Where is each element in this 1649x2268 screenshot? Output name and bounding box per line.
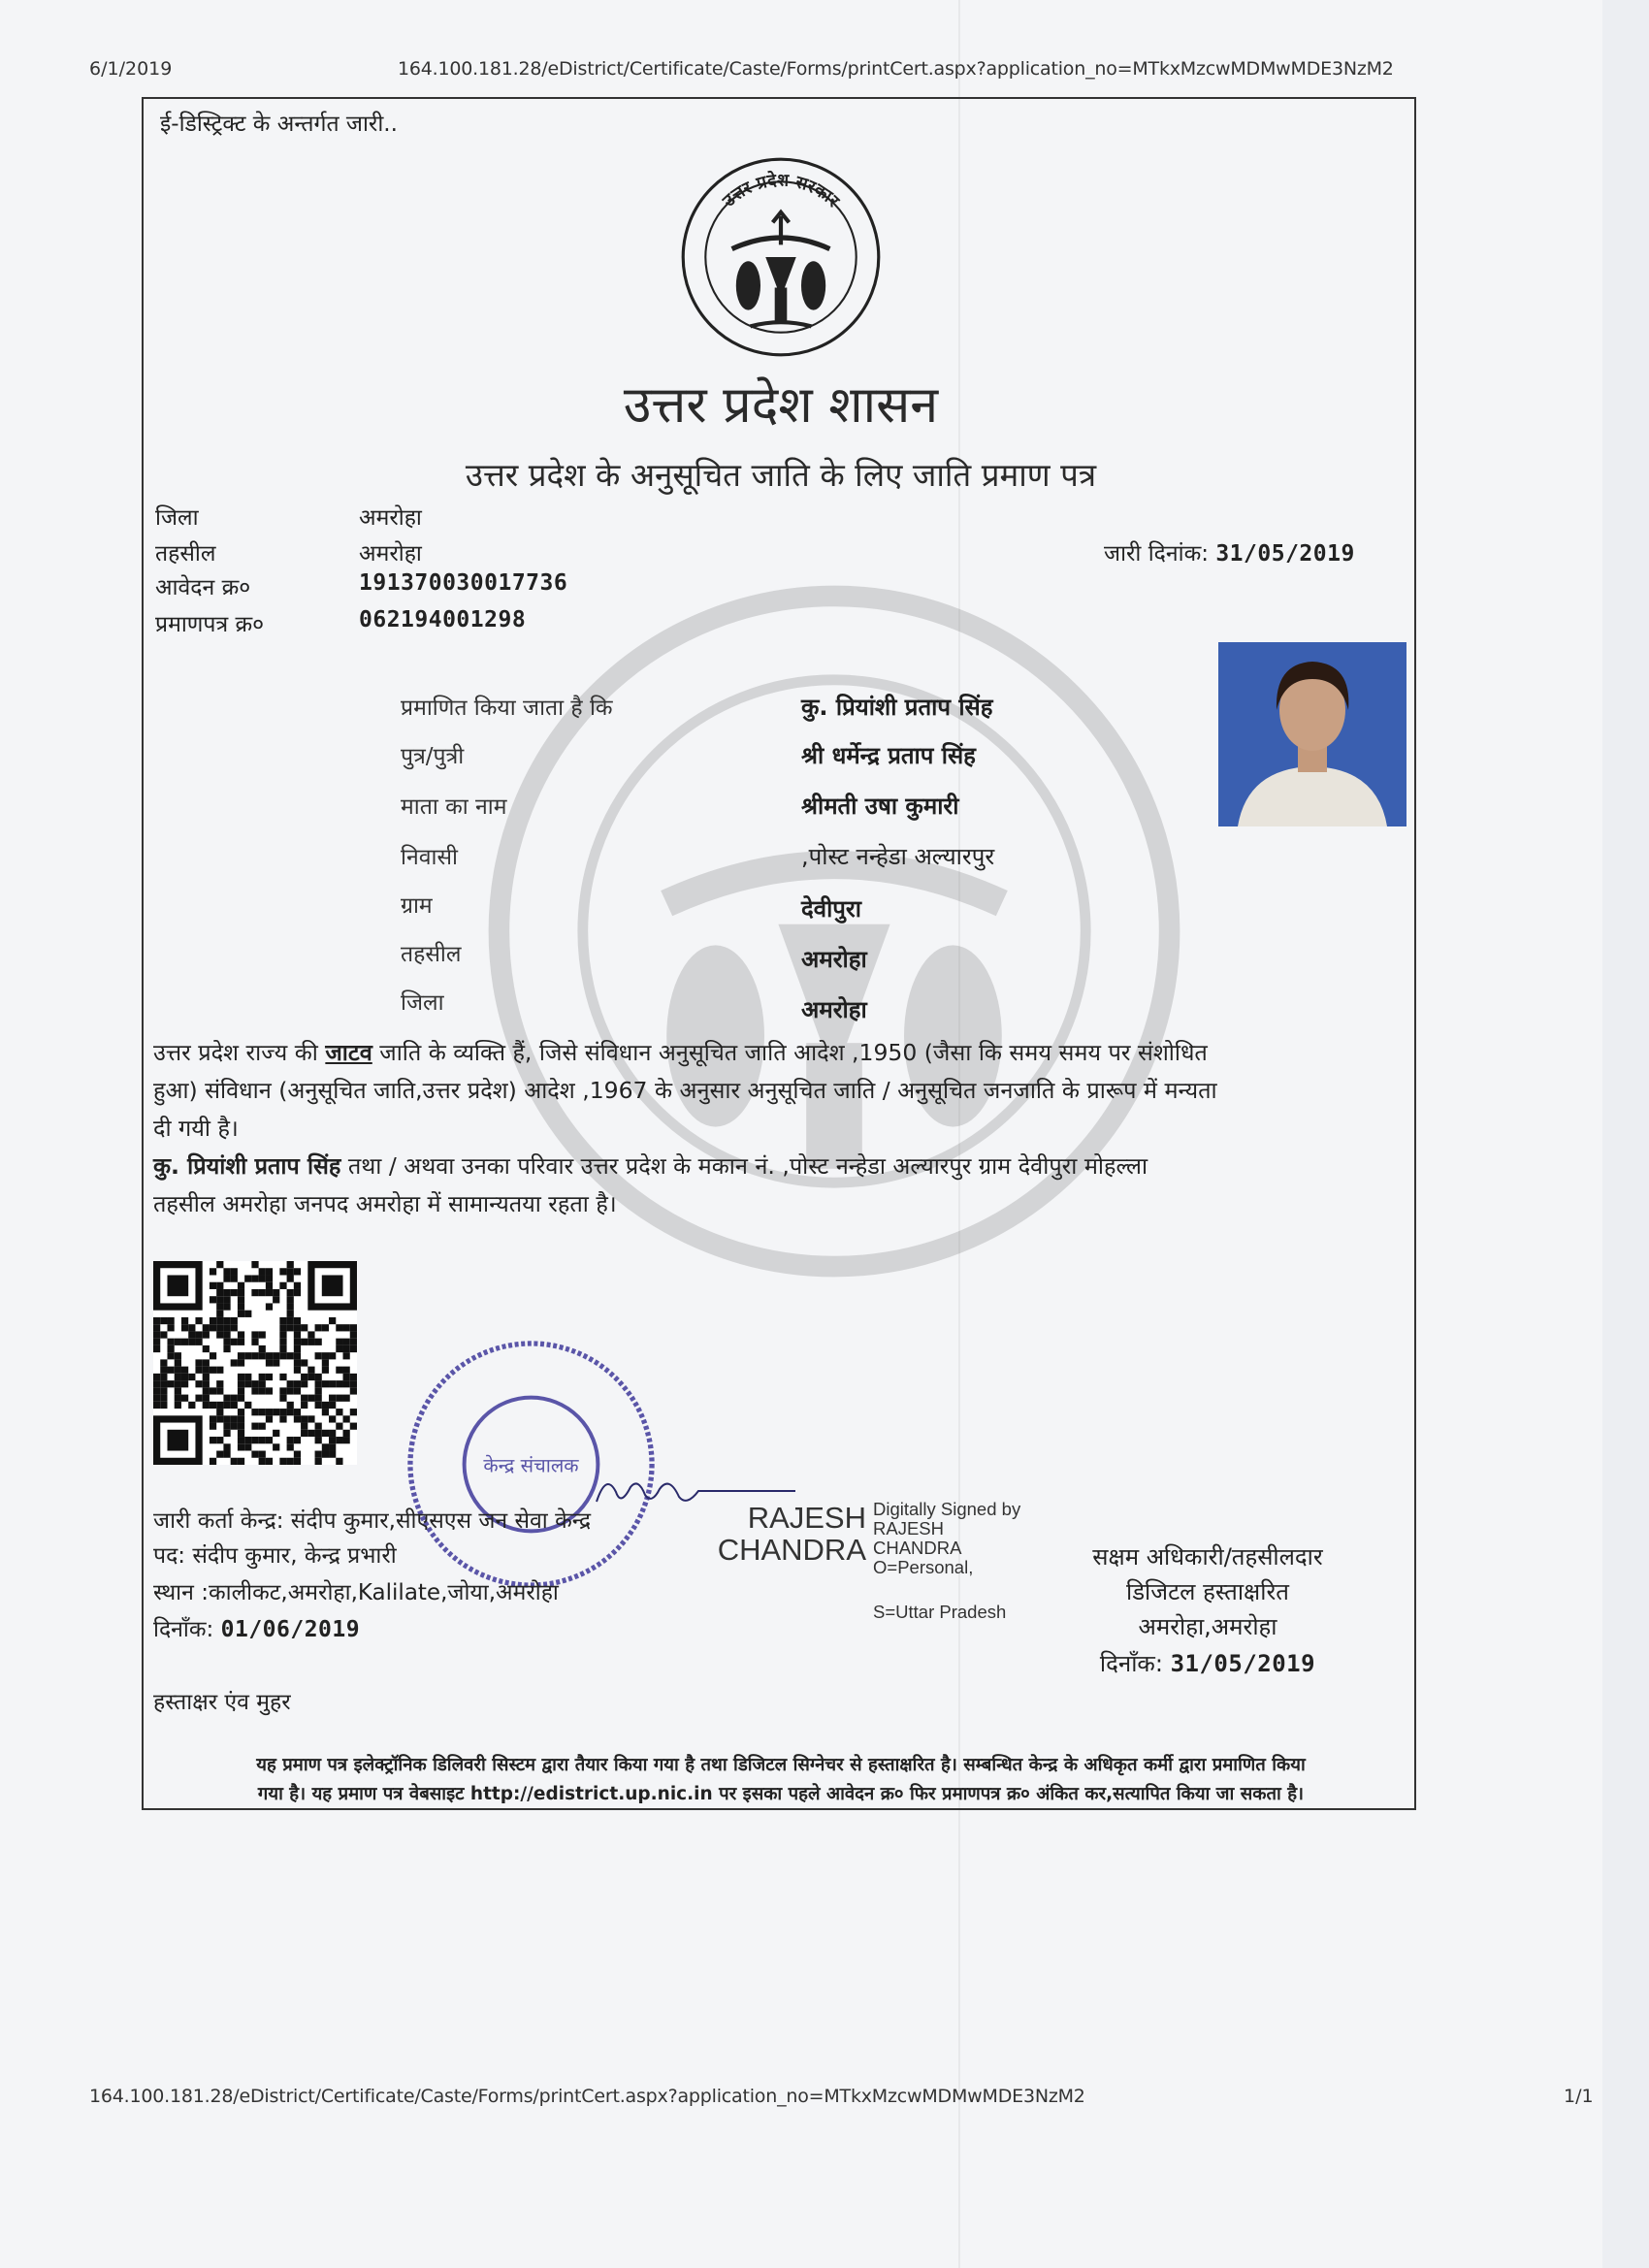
footer-line-1: यह प्रमाण पत्र इलेक्ट्रॉनिक डिलिवरी सिस्टम द्वारा तैयार किया गया है तथा डिजिटल सिग्नेचर से हस्ताक्षरित है। सम्बन्धित केन्द्र के अधिकृत कर्मी द्वारा प्रमाणित किया bbox=[256, 1755, 1306, 1775]
field-tehsil-label: तहसील bbox=[401, 942, 462, 967]
authority-date bbox=[1062, 1647, 1353, 1679]
tehsil-label: तहसील bbox=[155, 541, 216, 567]
center-seal-stamp bbox=[403, 1336, 660, 1593]
tehsil-value: अमरोहा bbox=[359, 541, 422, 567]
issuer-place: स्थान :कालीकट,अमरोहा,Kalilate,जोया,अमरोहा bbox=[153, 1580, 559, 1605]
district-label: जिला bbox=[155, 505, 199, 531]
issuer-date bbox=[153, 1612, 360, 1643]
print-url-header: 164.100.181.28/eDistrict/Certificate/Caste/Forms/printCert.aspx?application_no=MTkxMzcwMDMwMDE3NzM2 bbox=[398, 58, 1394, 80]
mother-label: माता का नाम bbox=[401, 794, 507, 820]
footer-line-2: गया है। यह प्रमाण पत्र वेबसाइट http://edistrict.up.nic.in पर इसका पहले आवेदन क्र० फिर प्रमाणपत्र क्र० अंकित कर,सत्यापित किया जा सकता है। bbox=[257, 1784, 1305, 1804]
applicant-photo bbox=[1218, 642, 1406, 826]
certificate-subtitle: उत्तर प्रदेश के अनुसूचित जाति के लिए जाति प्रमाण पत्र bbox=[465, 456, 1097, 494]
digital-signature-details: Digitally Signed by RAJESH CHANDRA O=Personal, bbox=[873, 1499, 1021, 1577]
certificate-title: उत्तर प्रदेश शासन bbox=[623, 376, 939, 435]
caste-statement bbox=[153, 1034, 1400, 1148]
village-value: देवीपुरा bbox=[801, 895, 861, 923]
caste-statement-line-2: हुआ) संविधान (अनुसूचित जाति,उत्तर प्रदेश) आदेश ,1967 के अनुसार अनुसूचित जाति / अनुसूचित जनजाति के प्रारूप में मन्यता bbox=[153, 1077, 1217, 1104]
caste-statement-line-3: दी गयी है। bbox=[153, 1115, 239, 1142]
issuer-date-label: दिनाँक: bbox=[153, 1617, 214, 1642]
residence-applicant-name: कु. प्रियांशी प्रताप सिंह bbox=[153, 1152, 341, 1180]
residence-statement-line-2: तहसील अमरोहा जनपद अमरोहा में सामान्यतया रहता है। bbox=[153, 1190, 617, 1217]
application-number-label: आवेदन क्र० bbox=[155, 575, 251, 600]
authority-date-label: दिनाँक: bbox=[1099, 1650, 1163, 1677]
authority-title: सक्षम अधिकारी/तहसीलदार bbox=[1092, 1543, 1323, 1571]
authority-location: अमरोहा,अमरोहा bbox=[1138, 1613, 1277, 1640]
father-name: श्री धर्मेन्द्र प्रताप सिंह bbox=[801, 742, 976, 769]
issuer-post: पद: संदीप कुमार, केन्द्र प्रभारी bbox=[153, 1543, 397, 1569]
residence-statement-line-1: कु. प्रियांशी प्रताप सिंह तथा / अथवा उनका परिवार उत्तर प्रदेश के मकान नं. ,पोस्ट नन्हेडा अल्यारपुर ग्राम देवीपुरा मोहल्ला bbox=[153, 1152, 1148, 1180]
field-district-label: जिला bbox=[401, 990, 444, 1016]
resident-label: निवासी bbox=[401, 845, 458, 870]
issue-date bbox=[1104, 536, 1355, 567]
digital-signer-name: RAJESH CHANDRA bbox=[717, 1501, 866, 1567]
field-tehsil-value: अमरोहा bbox=[801, 946, 867, 973]
field-district-value: अमरोहा bbox=[801, 996, 867, 1023]
mother-name: श्रीमती उषा कुमारी bbox=[801, 793, 959, 820]
svg-text:उत्तर प्रदेश सरकार: उत्तर प्रदेश सरकार bbox=[718, 170, 844, 211]
issue-date-value: 31/05/2019 bbox=[1215, 541, 1355, 567]
certificate-number-value: 062194001298 bbox=[359, 607, 527, 632]
print-date: 6/1/2019 bbox=[89, 58, 173, 80]
up-government-emblem bbox=[679, 155, 883, 359]
caste-name: जाटव bbox=[325, 1039, 372, 1066]
caste-statement-line-1: उत्तर प्रदेश राज्य की जाटव जाति के व्यक्ति हैं, जिसे संविधान अनुसूचित जाति आदेश ,1950 (जैसा कि समय समय पर संशोधित bbox=[153, 1039, 1208, 1066]
certificate-number-label: प्रमाणपत्र क्र० bbox=[155, 612, 265, 637]
digital-signature-state: S=Uttar Pradesh bbox=[873, 1602, 1007, 1622]
page-edge bbox=[1602, 0, 1649, 2268]
qr-code bbox=[153, 1261, 357, 1465]
authority-date-value: 31/05/2019 bbox=[1170, 1650, 1316, 1677]
parent-label: पुत्र/पुत्री bbox=[401, 744, 465, 769]
print-url-footer: 164.100.181.28/eDistrict/Certificate/Caste/Forms/printCert.aspx?application_no=MTkxMzcwMDMwMDE3NzM2 bbox=[89, 2086, 1085, 2107]
svg-text:केन्द्र संचालक: केन्द्र संचालक bbox=[483, 1454, 579, 1477]
district-value: अमरोहा bbox=[359, 505, 422, 531]
issuer-date-value: 01/06/2019 bbox=[220, 1617, 361, 1642]
residence-statement bbox=[153, 1148, 1400, 1223]
resident-address: ,पोस्ट नन्हेडा अल्यारपुर bbox=[801, 843, 995, 870]
application-number-value: 191370030017736 bbox=[359, 570, 568, 596]
authority-signed: डिजिटल हस्ताक्षरित bbox=[1126, 1578, 1289, 1605]
issuing-center: जारी कर्ता केन्द्र: संदीप कुमार,सीएसएस जन सेवा केन्द्र bbox=[153, 1508, 592, 1534]
issue-date-label: जारी दिनांक: bbox=[1104, 541, 1210, 567]
applicant-name: कु. प्रियांशी प्रताप सिंह bbox=[801, 694, 993, 721]
page-count: 1/1 bbox=[1564, 2086, 1594, 2107]
issued-under-note: ई-डिस्ट्रिक्ट के अन्तर्गत जारी.. bbox=[160, 112, 398, 137]
verification-footer bbox=[155, 1751, 1406, 1809]
village-label: ग्राम bbox=[401, 893, 433, 919]
certified-label: प्रमाणित किया जाता है कि bbox=[401, 696, 613, 721]
signature-seal-label: हस्ताक्षर एंव मुहर bbox=[153, 1690, 291, 1715]
